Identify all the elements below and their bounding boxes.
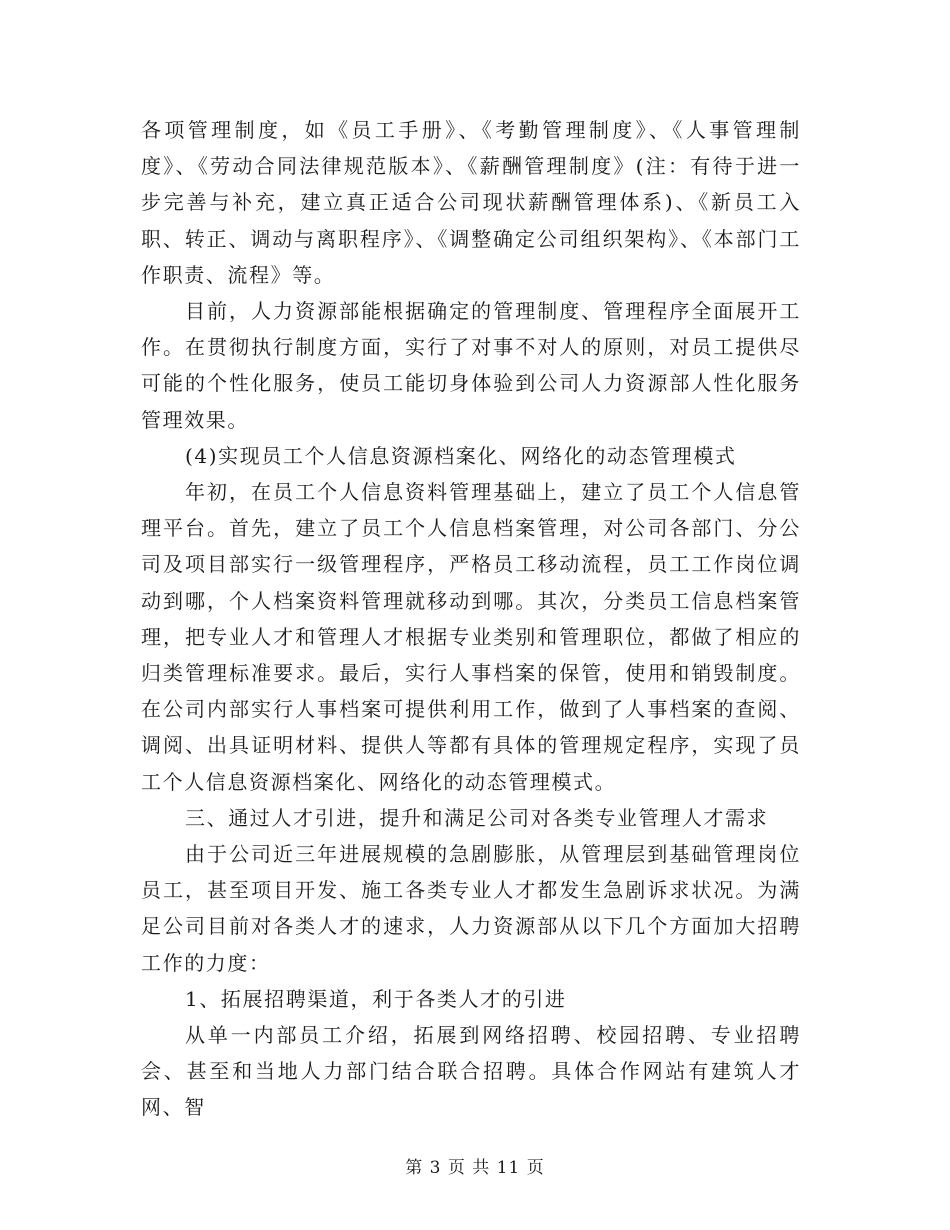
paragraph: 目前，人力资源部能根据确定的管理制度、管理程序全面展开工作。在贯彻执行制度方面，实行了对事不对人的原则，对员工提供尽可能的个性化服务，使员工能切身体验到公司人力资源部人性化服务管理效果。 [141, 299, 801, 432]
paragraph-heading: 1、拓展招聘渠道，利于各类人才的引进 [185, 986, 567, 1011]
document-body [141, 112, 801, 1126]
page-footer: 第 3 页 共 11 页 [405, 1158, 545, 1178]
paragraph-heading: (4)实现员工个人信息资源档案化、网络化的动态管理模式 [185, 443, 737, 468]
section-heading: 三、通过人才引进，提升和满足公司对各类专业管理人才需求 [185, 805, 769, 830]
paragraph: 各项管理制度，如《员工手册》、《考勤管理制度》、《人事管理制度》、《劳动合同法律规范版本》、《薪酬管理制度》(注：有待于进一步完善与补充，建立真正适合公司现状薪酬管理体系)、《新员工入职、转正、调动与离职程序》、《调整确定公司组织架构》、《本部门工作职责、流程》等。 [141, 118, 801, 287]
paragraph: 从单一内部员工介绍，拓展到网络招聘、校园招聘、专业招聘会、甚至和当地人力部门结合联合招聘。具体合作网站有建筑人才网、智 [141, 1023, 801, 1120]
paragraph: 年初，在员工个人信息资料管理基础上，建立了员工个人信息管理平台。首先，建立了员工个人信息档案管理，对公司各部门、分公司及项目部实行一级管理程序，严格员工移动流程，员工工作岗位调动到哪，个人档案资料管理就移动到哪。其次，分类员工信息档案管理，把专业人才和管理人才根据专业类别和管理职位，都做了相应的归类管理标准要求。最后，实行人事档案的保管，使用和销毁制度。在公司内部实行人事档案可提供利用工作，做到了人事档案的查阅、调阅、出具证明材料、提供人等都有具体的管理规定程序，实现了员工个人信息资源档案化、网络化的动态管理模式。 [141, 480, 801, 794]
paragraph: 由于公司近三年进展规模的急剧膨胀，从管理层到基础管理岗位员工，甚至项目开发、施工各类专业人才都发生急剧诉求状况。为满足公司目前对各类人才的速求，人力资源部从以下几个方面加大招聘工作的力度： [141, 842, 801, 975]
